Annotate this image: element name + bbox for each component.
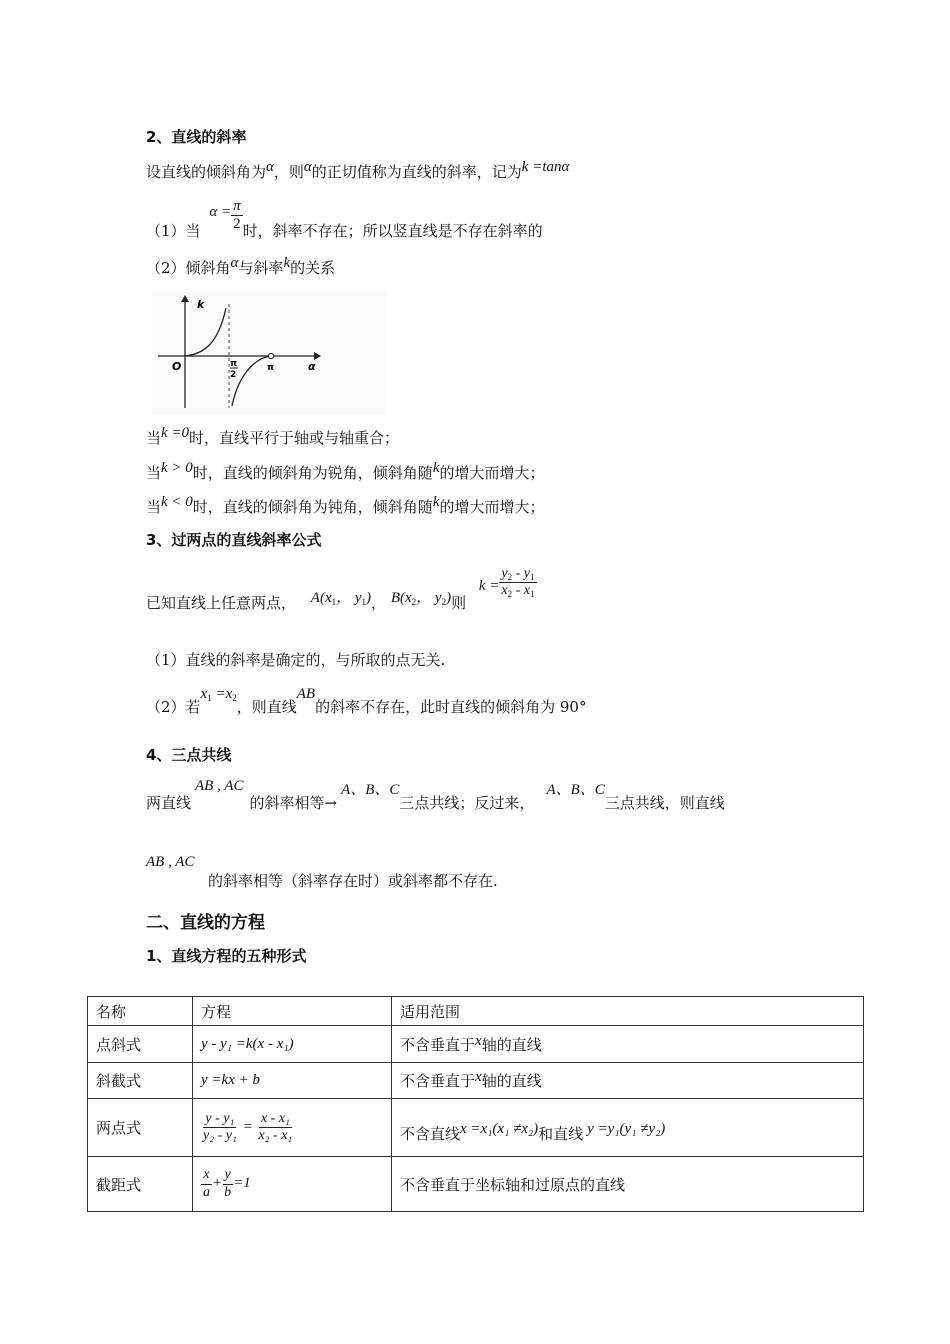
collinear-text-1 bbox=[146, 776, 725, 812]
row-name: 点斜式 bbox=[88, 1026, 193, 1063]
table-row bbox=[88, 1099, 864, 1157]
comma: ， bbox=[371, 594, 387, 612]
row-scope: 不含垂直于x轴的直线 bbox=[392, 1026, 864, 1063]
table-row bbox=[88, 1026, 864, 1063]
pi-numerator: π bbox=[231, 198, 243, 216]
subheading-five-forms: 1、直线方程的五种形式 bbox=[146, 947, 307, 965]
rule-when: 当 bbox=[146, 429, 162, 447]
collinear-a: 两直线 bbox=[146, 794, 192, 812]
point-2 bbox=[146, 255, 336, 278]
header-scope: 适用范围 bbox=[392, 997, 864, 1026]
collinear-d: 三点共线，则直线 bbox=[604, 794, 725, 812]
point-1-text: 时，斜率不存在；所以竖直线是不存在斜率的 bbox=[242, 222, 543, 240]
alpha-symbol: α bbox=[230, 255, 239, 271]
row-scope: 不含垂直于坐标轴和过原点的直线 bbox=[392, 1157, 864, 1212]
ab-ac: AB , AC bbox=[195, 778, 244, 794]
collinear-text-2 bbox=[146, 852, 498, 890]
part-heading-line-equation: 二、直线的方程 bbox=[146, 913, 265, 933]
graph-x-label: α bbox=[308, 360, 316, 373]
point-2-prefix: （2）倾斜角 bbox=[146, 259, 231, 277]
rule-k-zero bbox=[146, 425, 400, 448]
row-scope: 不含直线x =x₁(x₁ ≠x₂)和直线 y =y₁(y₁ ≠y₂) bbox=[392, 1099, 864, 1157]
rule-when: 当 bbox=[146, 498, 162, 516]
point-1-prefix: （1）当 bbox=[146, 222, 201, 240]
section-heading-slope: 2、直线的斜率 bbox=[146, 128, 247, 146]
def-text-b: ，则 bbox=[273, 163, 304, 181]
note-2-end: 的斜率不存在，此时直线的倾斜角为 90° bbox=[315, 698, 587, 716]
k-symbol: k bbox=[432, 460, 440, 476]
alpha-eq: α = bbox=[209, 204, 232, 220]
rule-k-negative bbox=[146, 494, 545, 517]
point-2-mid: 与斜率 bbox=[238, 259, 284, 277]
alpha-symbol: α bbox=[303, 159, 312, 175]
k-equals: k = bbox=[478, 578, 500, 594]
row-name: 斜截式 bbox=[88, 1063, 193, 1099]
row-scope: 不含垂直于x轴的直线 bbox=[392, 1063, 864, 1099]
cond-k-positive: k > 0 bbox=[161, 460, 193, 476]
def-text-c: 的正切值称为直线的斜率，记为 bbox=[311, 163, 522, 181]
graph-half-pi-num: π bbox=[230, 359, 238, 369]
collinear-c: 三点共线；反过来， bbox=[399, 794, 535, 812]
two-point-formula bbox=[146, 566, 537, 612]
then-word: 则 bbox=[451, 594, 467, 612]
rule-when: 当 bbox=[146, 464, 162, 482]
slope-formula: k =tanα bbox=[521, 159, 570, 175]
rule-k-negative-end: 的增大而增大； bbox=[439, 498, 545, 516]
note-2-mid: ，则直线 bbox=[236, 698, 297, 716]
note-2-prefix: （2）若 bbox=[146, 698, 201, 716]
row-equation: $\frac{\text{y - y₁}}{\text{y₂ - y₁}}$ = $\frac{\text{x - x₁}}{\text{x₂ - x₁}}$ bbox=[193, 1099, 392, 1157]
table-row bbox=[88, 1063, 864, 1099]
cond-k-negative: k < 0 bbox=[161, 494, 193, 510]
collinear-b: 的斜率相等→ bbox=[249, 794, 338, 812]
graph-half-pi-den: 2 bbox=[230, 370, 237, 380]
row-equation: $\frac{x}{a}$ + $\frac{y}{b}$ =1 bbox=[193, 1157, 392, 1212]
rule-k-positive-text: 时，直线的倾斜角为锐角，倾斜角随 bbox=[192, 464, 433, 482]
header-name: 名称 bbox=[88, 997, 193, 1026]
def-text-a: 设直线的倾斜角为 bbox=[146, 163, 267, 181]
point-2-end: 的关系 bbox=[290, 259, 336, 277]
cond-k-zero: k =0 bbox=[161, 425, 190, 441]
table-header-row bbox=[88, 997, 864, 1026]
section-heading-two-point: 3、过两点的直线斜率公式 bbox=[146, 531, 322, 549]
row-name: 两点式 bbox=[88, 1099, 193, 1157]
row-name: 截距式 bbox=[88, 1157, 193, 1212]
pi-point bbox=[268, 353, 273, 358]
rule-k-negative-text: 时，直线的倾斜角为钝角，倾斜角随 bbox=[192, 498, 433, 516]
x1-eq-x2: $x_1 =x_2$ bbox=[200, 686, 237, 703]
tan-graph bbox=[152, 290, 387, 415]
rule-k-zero-text: 时，直线平行于轴或与轴重合； bbox=[189, 429, 400, 447]
equation-forms-table bbox=[87, 996, 864, 1212]
two-point-text: 已知直线上任意两点， bbox=[146, 594, 297, 612]
slope-definition bbox=[146, 159, 570, 182]
line-ab: AB bbox=[296, 686, 316, 702]
rule-k-positive-end: 的增大而增大； bbox=[439, 464, 545, 482]
alpha-symbol: α bbox=[266, 159, 274, 175]
table-row bbox=[88, 1157, 864, 1212]
k-symbol: k bbox=[283, 255, 291, 271]
section-heading-collinear: 4、三点共线 bbox=[146, 746, 232, 764]
row-equation: y =kx + b bbox=[193, 1063, 392, 1099]
rule-k-positive bbox=[146, 460, 545, 483]
ab-ac: AB , AC bbox=[146, 854, 195, 870]
graph-origin-label: O bbox=[172, 360, 182, 373]
two-point-note-2 bbox=[146, 684, 587, 716]
point-b: $B(x_2$， $y_2$) bbox=[390, 590, 452, 607]
point-1 bbox=[146, 198, 543, 240]
graph-y-label: k bbox=[197, 298, 205, 311]
header-equation: 方程 bbox=[193, 997, 392, 1026]
abc-points: A、B、C bbox=[341, 782, 400, 798]
row-equation: y - y₁ =k(x - x₁) bbox=[193, 1026, 392, 1063]
collinear-e: 的斜率相等（斜率存在时）或斜率都不存在. bbox=[208, 872, 498, 890]
point-a: $A(x_1$， $y_1$) bbox=[310, 590, 372, 607]
abc-points: A、B、C bbox=[546, 782, 605, 798]
k-symbol: k bbox=[432, 494, 440, 510]
two-denominator: 2 bbox=[233, 216, 241, 233]
graph-pi-label: π bbox=[267, 363, 275, 373]
two-point-note-1: （1）直线的斜率是确定的，与所取的点无关. bbox=[146, 651, 446, 669]
slope-fraction: $\frac{y_2 - y_1}{x_2 - x_1}$ bbox=[501, 566, 535, 600]
